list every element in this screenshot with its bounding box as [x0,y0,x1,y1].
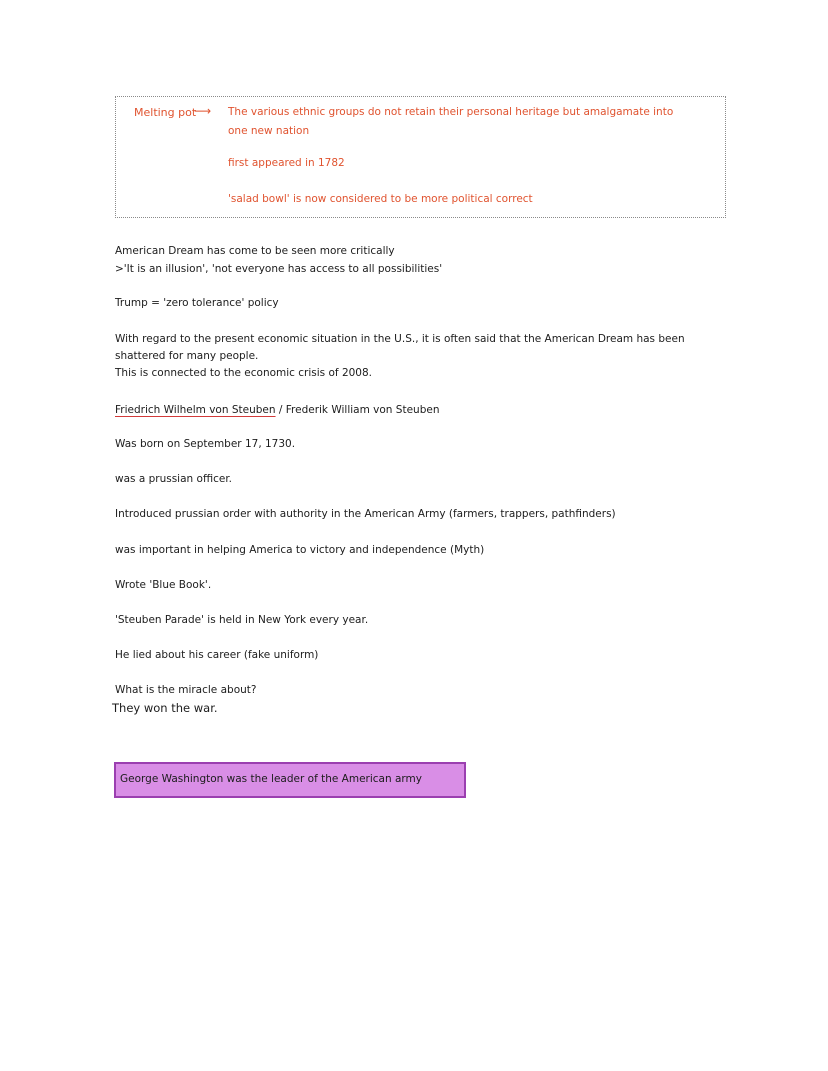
melting-pot-definition-line2: one new nation [228,125,310,137]
steuben-blue-book: Wrote 'Blue Book'. [115,579,212,591]
steuben-parade: 'Steuben Parade' is held in New York every year. [115,614,369,626]
melting-pot-term: Melting pot [134,106,197,119]
economic-line1: With regard to the present economic situation in the U.S., it is often said that the American Dream has been [115,333,685,345]
washington-highlight-box [114,762,466,798]
miracle-question: What is the miracle about? [115,684,257,696]
economic-line2: shattered for many people. [115,350,259,362]
arrow-right-icon: ⟶ [194,104,212,118]
melting-pot-definition-line1: The various ethnic groups do not retain their personal heritage but amalgamate into [228,106,674,118]
melting-pot-first-appeared: first appeared in 1782 [228,157,345,169]
steuben-lied: He lied about his career (fake uniform) [115,649,319,661]
steuben-heading [115,404,439,416]
steuben-introduced: Introduced prussian order with authority in the American Army (farmers, trappers, pathfinders) [115,508,616,520]
steuben-name: Friedrich Wilhelm von Steuben [115,404,276,416]
washington-note: George Washington was the leader of the American army [120,773,422,785]
miracle-answer: They won the war. [112,701,218,715]
american-dream-line2: >'It is an illusion', 'not everyone has access to all possibilities' [115,263,443,275]
steuben-officer: was a prussian officer. [115,473,233,485]
trump-policy-note: Trump = 'zero tolerance' policy [115,297,279,309]
steuben-important: was important in helping America to victory and independence (Myth) [115,544,485,556]
economic-line3: This is connected to the economic crisis of 2008. [115,367,372,379]
steuben-born: Was born on September 17, 1730. [115,438,296,450]
melting-pot-box [115,96,726,218]
american-dream-line1: American Dream has come to be seen more critically [115,245,395,257]
salad-bowl-note: 'salad bowl' is now considered to be more political correct [228,193,533,205]
steuben-alt-name: / Frederik William von Steuben [275,404,440,416]
